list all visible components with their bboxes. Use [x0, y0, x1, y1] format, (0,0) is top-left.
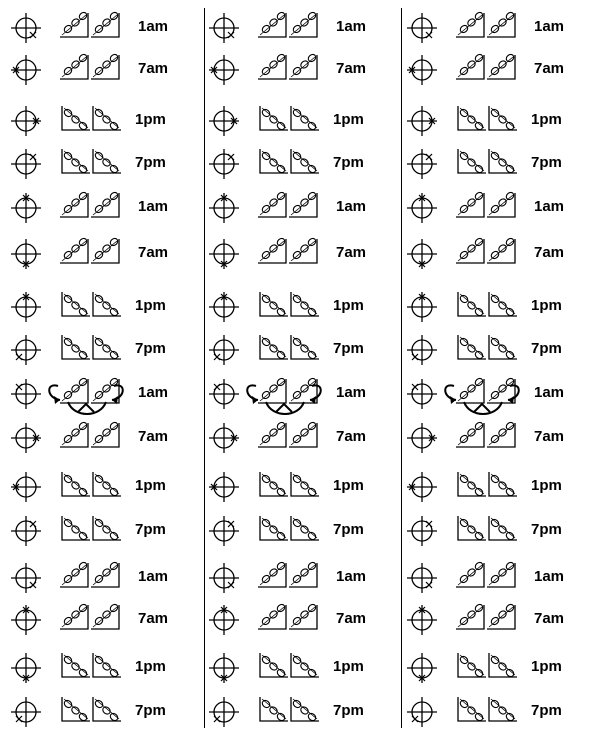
oval-panel-icon: [93, 335, 121, 360]
oval-panel-icon: [291, 292, 319, 317]
row-symbols: [206, 374, 331, 414]
oval-panel-icon: [260, 653, 288, 678]
crossed-circle-icon: [209, 335, 239, 365]
crossed-circle-icon: [11, 653, 41, 683]
oval-panel-icon: [487, 421, 515, 447]
schedule-row: [206, 8, 406, 48]
crossed-circle-icon: [407, 55, 437, 85]
schedule-row: [404, 600, 604, 640]
crossed-circle-icon: [407, 697, 437, 727]
schedule-row: [404, 692, 604, 732]
oval-panel-icon: [489, 335, 517, 360]
oval-panel-icon: [258, 377, 286, 403]
crossed-circle-icon: [11, 563, 41, 593]
schedule-row: [404, 558, 604, 598]
crossed-circle-icon: [209, 653, 239, 683]
schedule-row: [8, 374, 208, 414]
time-label: 1am: [138, 198, 169, 215]
schedule-row: [404, 50, 604, 90]
crossed-circle-icon: [407, 516, 437, 546]
oval-panel-icon: [62, 292, 90, 317]
row-symbols: [206, 648, 331, 688]
crossed-circle-icon: [11, 423, 41, 453]
time-label: 1am: [336, 18, 367, 35]
crossed-circle-icon: [209, 13, 239, 43]
crossed-circle-icon: [209, 292, 239, 322]
oval-panel-icon: [60, 603, 88, 629]
oval-panel-icon: [456, 377, 484, 403]
row-symbols: [404, 287, 529, 327]
crossed-circle-icon: [209, 239, 239, 269]
row-symbols: [8, 287, 133, 327]
row-symbols: [404, 330, 529, 370]
oval-panel-icon: [93, 516, 121, 541]
crossed-circle-icon: [11, 13, 41, 43]
time-label: 7pm: [531, 702, 562, 719]
time-label: 1am: [336, 384, 367, 401]
oval-panel-icon: [458, 106, 486, 131]
row-symbols: [8, 467, 133, 507]
schedule-row: [206, 330, 406, 370]
row-symbols: [404, 8, 529, 48]
row-symbols: [404, 144, 529, 184]
crossed-circle-icon: [209, 605, 239, 635]
row-symbols: [206, 600, 331, 640]
time-label: 7pm: [531, 340, 562, 357]
crossed-circle-icon: [407, 423, 437, 453]
row-symbols: [206, 692, 331, 732]
row-symbols: [8, 600, 133, 640]
crossed-circle-icon: [11, 106, 41, 136]
row-symbols: [404, 692, 529, 732]
crossed-circle-icon: [407, 292, 437, 322]
row-symbols: [404, 50, 529, 90]
schedule-row: [206, 188, 406, 228]
schedule-row: [8, 8, 208, 48]
crossed-circle-icon: [407, 472, 437, 502]
row-symbols: [404, 648, 529, 688]
row-symbols: [206, 234, 331, 274]
crossed-circle-icon: [11, 239, 41, 269]
oval-panel-icon: [91, 561, 119, 587]
oval-panel-icon: [60, 561, 88, 587]
time-label: 1am: [336, 198, 367, 215]
crossed-circle-icon: [209, 472, 239, 502]
oval-panel-icon: [91, 11, 119, 37]
oval-panel-icon: [458, 472, 486, 497]
time-label: 1pm: [333, 111, 364, 128]
schedule-row: [8, 600, 208, 640]
time-label: 1pm: [135, 477, 166, 494]
schedule-row: [206, 467, 406, 507]
oval-panel-icon: [458, 653, 486, 678]
row-symbols: [206, 144, 331, 184]
oval-panel-icon: [456, 191, 484, 217]
oval-panel-icon: [260, 292, 288, 317]
crossed-circle-icon: [209, 423, 239, 453]
time-label: 7pm: [135, 521, 166, 538]
time-label: 7pm: [135, 154, 166, 171]
row-symbols: [404, 558, 529, 598]
row-symbols: [206, 188, 331, 228]
time-label: 7am: [336, 428, 367, 445]
schedule-row: [404, 467, 604, 507]
oval-panel-icon: [60, 191, 88, 217]
schedule-row: [206, 692, 406, 732]
oval-panel-icon: [289, 191, 317, 217]
oval-panel-icon: [291, 653, 319, 678]
oval-panel-icon: [260, 335, 288, 360]
crossed-circle-icon: [407, 106, 437, 136]
crossed-circle-icon: [11, 193, 41, 223]
crossed-circle-icon: [209, 563, 239, 593]
schedule-row: [206, 418, 406, 458]
crossed-circle-icon: [407, 563, 437, 593]
oval-panel-icon: [258, 421, 286, 447]
schedule-row: [206, 234, 406, 274]
row-symbols: [8, 558, 133, 598]
row-symbols: [404, 101, 529, 141]
oval-panel-icon: [489, 697, 517, 722]
schedule-row: [206, 511, 406, 551]
oval-panel-icon: [60, 53, 88, 79]
row-symbols: [206, 330, 331, 370]
time-label: 1am: [534, 198, 565, 215]
time-label: 1pm: [135, 658, 166, 675]
oval-panel-icon: [289, 11, 317, 37]
time-label: 1pm: [531, 111, 562, 128]
schedule-row: [404, 418, 604, 458]
oval-panel-icon: [489, 292, 517, 317]
schedule-row: [8, 467, 208, 507]
crossed-circle-icon: [11, 516, 41, 546]
oval-panel-icon: [487, 11, 515, 37]
crossed-circle-icon: [209, 697, 239, 727]
row-symbols: [206, 50, 331, 90]
time-label: 1am: [534, 384, 565, 401]
oval-panel-icon: [489, 653, 517, 678]
row-symbols: [206, 8, 331, 48]
oval-panel-icon: [260, 697, 288, 722]
schedule-row: [8, 558, 208, 598]
row-symbols: [206, 101, 331, 141]
oval-panel-icon: [260, 106, 288, 131]
time-label: 7am: [138, 610, 169, 627]
time-label: 1pm: [531, 297, 562, 314]
crossed-circle-icon: [407, 653, 437, 683]
row-symbols: [206, 418, 331, 458]
row-symbols: [404, 418, 529, 458]
oval-panel-icon: [91, 53, 119, 79]
row-symbols: [8, 101, 133, 141]
time-label: 7am: [534, 428, 565, 445]
row-symbols: [404, 467, 529, 507]
crossed-circle-icon: [209, 55, 239, 85]
time-label: 7pm: [333, 340, 364, 357]
schedule-row: [404, 511, 604, 551]
schedule-row: [404, 287, 604, 327]
oval-panel-icon: [258, 237, 286, 263]
schedule-row: [8, 648, 208, 688]
oval-panel-icon: [291, 516, 319, 541]
oval-panel-icon: [458, 697, 486, 722]
schedule-row: [206, 558, 406, 598]
schedule-row: [8, 234, 208, 274]
crossed-circle-icon: [209, 516, 239, 546]
time-label: 1am: [138, 18, 169, 35]
schedule-row: [8, 418, 208, 458]
oval-panel-icon: [91, 421, 119, 447]
oval-panel-icon: [289, 53, 317, 79]
oval-panel-icon: [258, 11, 286, 37]
crossed-circle-icon: [407, 379, 437, 409]
row-symbols: [8, 50, 133, 90]
row-symbols: [8, 188, 133, 228]
oval-panel-icon: [456, 237, 484, 263]
schedule-row: [206, 50, 406, 90]
schedule-row: [206, 374, 406, 414]
schedule-row: [206, 648, 406, 688]
oval-panel-icon: [258, 561, 286, 587]
oval-panel-icon: [91, 237, 119, 263]
oval-panel-icon: [260, 472, 288, 497]
time-label: 1pm: [333, 658, 364, 675]
swap-arrows-icon: [49, 385, 123, 414]
oval-panel-icon: [62, 335, 90, 360]
schedule-row: [8, 50, 208, 90]
swap-arrows-icon: [445, 385, 519, 414]
row-symbols: [206, 287, 331, 327]
crossed-circle-icon: [407, 149, 437, 179]
oval-panel-icon: [458, 149, 486, 174]
row-symbols: [404, 234, 529, 274]
oval-panel-icon: [487, 603, 515, 629]
crossed-circle-icon: [11, 55, 41, 85]
oval-panel-icon: [458, 335, 486, 360]
oval-panel-icon: [62, 106, 90, 131]
oval-panel-icon: [93, 149, 121, 174]
time-label: 7am: [336, 244, 367, 261]
row-symbols: [8, 374, 133, 414]
oval-panel-icon: [489, 516, 517, 541]
oval-panel-icon: [489, 106, 517, 131]
row-symbols: [206, 511, 331, 551]
schedule-row: [404, 144, 604, 184]
crossed-circle-icon: [11, 335, 41, 365]
crossed-circle-icon: [209, 106, 239, 136]
oval-panel-icon: [260, 149, 288, 174]
schedule-row: [404, 374, 604, 414]
schedule-row: [8, 287, 208, 327]
row-symbols: [8, 692, 133, 732]
oval-panel-icon: [93, 292, 121, 317]
time-label: 7am: [336, 610, 367, 627]
oval-panel-icon: [291, 697, 319, 722]
oval-panel-icon: [93, 106, 121, 131]
row-symbols: [404, 374, 529, 414]
oval-panel-icon: [458, 292, 486, 317]
schedule-row: [8, 188, 208, 228]
time-label: 7am: [534, 244, 565, 261]
schedule-row: [8, 692, 208, 732]
schedule-row: [404, 648, 604, 688]
oval-panel-icon: [62, 653, 90, 678]
oval-panel-icon: [62, 516, 90, 541]
schedule-row: [206, 101, 406, 141]
crossed-circle-icon: [11, 149, 41, 179]
oval-panel-icon: [60, 11, 88, 37]
oval-panel-icon: [289, 603, 317, 629]
schedule-row: [8, 330, 208, 370]
schedule-row: [404, 8, 604, 48]
crossed-circle-icon: [11, 472, 41, 502]
crossed-circle-icon: [209, 149, 239, 179]
oval-panel-icon: [489, 149, 517, 174]
time-label: 7am: [534, 60, 565, 77]
oval-panel-icon: [60, 421, 88, 447]
row-symbols: [8, 8, 133, 48]
oval-panel-icon: [456, 421, 484, 447]
crossed-circle-icon: [407, 13, 437, 43]
oval-panel-icon: [93, 653, 121, 678]
oval-panel-icon: [93, 697, 121, 722]
row-symbols: [8, 234, 133, 274]
oval-panel-icon: [258, 603, 286, 629]
oval-panel-icon: [456, 53, 484, 79]
row-symbols: [8, 330, 133, 370]
oval-panel-icon: [291, 106, 319, 131]
time-label: 7pm: [333, 521, 364, 538]
time-label: 7pm: [135, 340, 166, 357]
oval-panel-icon: [489, 472, 517, 497]
crossed-circle-icon: [407, 193, 437, 223]
crossed-circle-icon: [209, 193, 239, 223]
time-label: 1pm: [135, 111, 166, 128]
oval-panel-icon: [258, 191, 286, 217]
crossed-circle-icon: [11, 292, 41, 322]
time-label: 7am: [138, 428, 169, 445]
oval-panel-icon: [487, 561, 515, 587]
row-symbols: [8, 144, 133, 184]
row-symbols: [404, 511, 529, 551]
oval-panel-icon: [487, 237, 515, 263]
oval-panel-icon: [291, 149, 319, 174]
time-label: 7am: [138, 60, 169, 77]
time-label: 1am: [534, 568, 565, 585]
schedule-row: [404, 234, 604, 274]
oval-panel-icon: [487, 191, 515, 217]
time-label: 7pm: [135, 702, 166, 719]
time-label: 1am: [336, 568, 367, 585]
oval-panel-icon: [456, 561, 484, 587]
oval-panel-icon: [62, 472, 90, 497]
oval-panel-icon: [289, 421, 317, 447]
row-symbols: [404, 188, 529, 228]
time-label: 7pm: [333, 702, 364, 719]
oval-panel-icon: [289, 561, 317, 587]
schedule-row: [8, 511, 208, 551]
oval-panel-icon: [458, 516, 486, 541]
schedule-row: [8, 101, 208, 141]
row-symbols: [8, 418, 133, 458]
schedule-row: [206, 144, 406, 184]
crossed-circle-icon: [407, 605, 437, 635]
oval-panel-icon: [91, 191, 119, 217]
time-label: 7pm: [531, 154, 562, 171]
row-symbols: [8, 648, 133, 688]
schedule-row: [404, 330, 604, 370]
schedule-row: [404, 188, 604, 228]
oval-panel-icon: [93, 472, 121, 497]
oval-panel-icon: [62, 149, 90, 174]
time-label: 7am: [534, 610, 565, 627]
row-symbols: [206, 467, 331, 507]
oval-panel-icon: [487, 53, 515, 79]
oval-panel-icon: [260, 516, 288, 541]
oval-panel-icon: [291, 335, 319, 360]
oval-panel-icon: [91, 603, 119, 629]
time-label: 7am: [336, 60, 367, 77]
row-symbols: [8, 511, 133, 551]
time-label: 7pm: [333, 154, 364, 171]
oval-panel-icon: [60, 237, 88, 263]
oval-panel-icon: [289, 237, 317, 263]
crossed-circle-icon: [407, 239, 437, 269]
time-label: 1pm: [531, 477, 562, 494]
oval-panel-icon: [258, 53, 286, 79]
time-label: 1pm: [531, 658, 562, 675]
crossed-circle-icon: [11, 697, 41, 727]
oval-panel-icon: [456, 603, 484, 629]
time-label: 1am: [138, 568, 169, 585]
time-label: 1am: [138, 384, 169, 401]
crossed-circle-icon: [11, 605, 41, 635]
time-label: 1pm: [333, 477, 364, 494]
swap-arrows-icon: [247, 385, 321, 414]
row-symbols: [404, 600, 529, 640]
schedule-row: [206, 287, 406, 327]
row-symbols: [206, 558, 331, 598]
schedule-row: [206, 600, 406, 640]
oval-panel-icon: [291, 472, 319, 497]
oval-panel-icon: [456, 11, 484, 37]
time-label: 7pm: [531, 521, 562, 538]
oval-panel-icon: [60, 377, 88, 403]
crossed-circle-icon: [407, 335, 437, 365]
time-label: 1am: [534, 18, 565, 35]
schedule-row: [404, 101, 604, 141]
schedule-row: [8, 144, 208, 184]
crossed-circle-icon: [209, 379, 239, 409]
time-label: 1pm: [333, 297, 364, 314]
crossed-circle-icon: [11, 379, 41, 409]
time-label: 1pm: [135, 297, 166, 314]
time-label: 7am: [138, 244, 169, 261]
oval-panel-icon: [62, 697, 90, 722]
